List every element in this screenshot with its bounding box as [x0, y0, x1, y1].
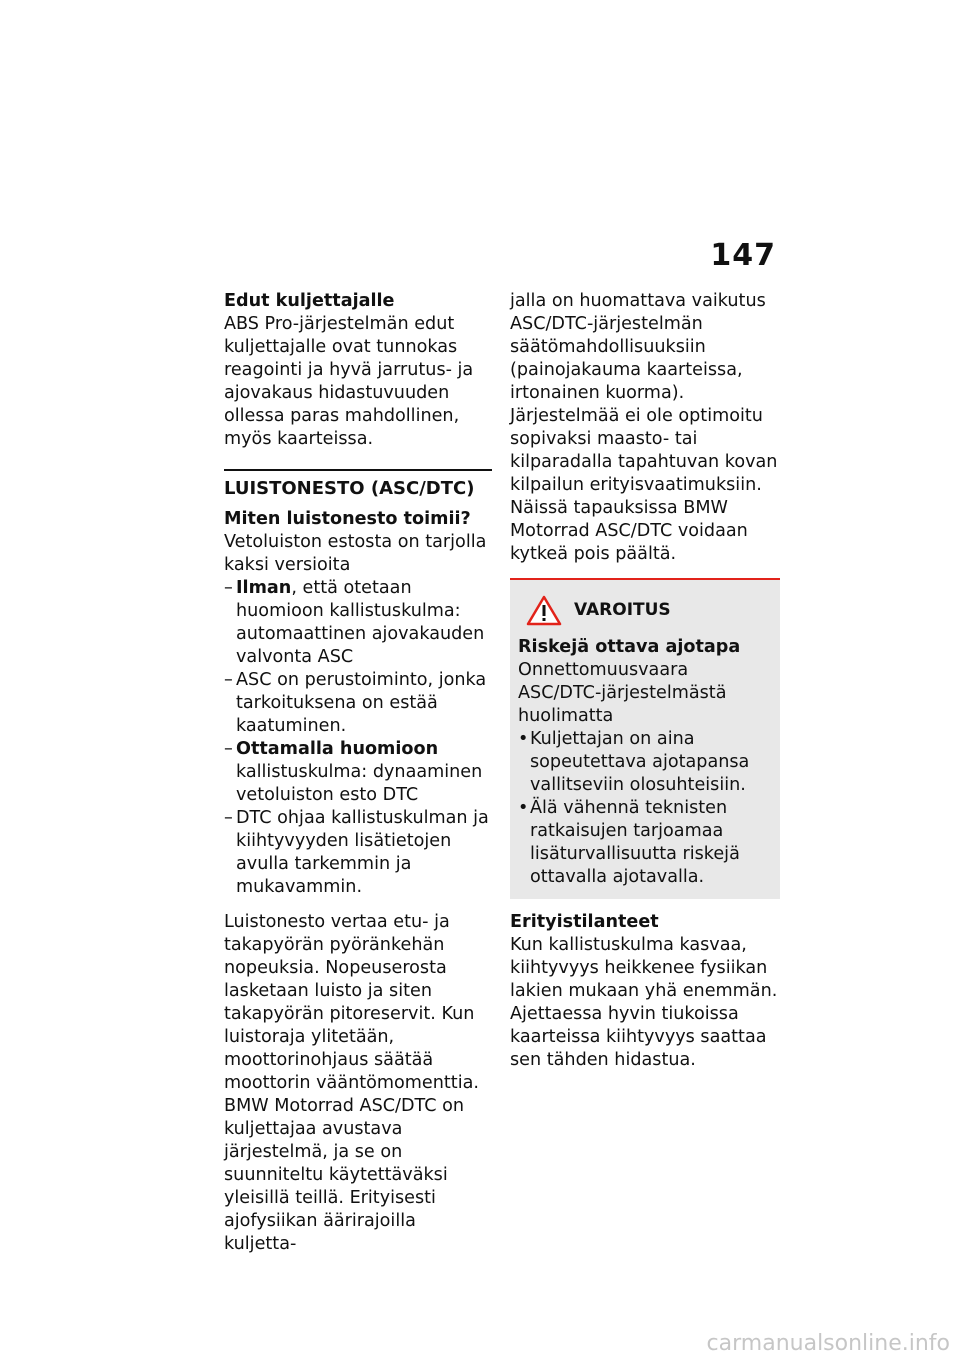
warning-text: Onnettomuusvaara ASC/DTC-järjestelmästä huolimatta [518, 660, 727, 726]
left-column [224, 290, 492, 1256]
intro-text: ABS Pro-järjestelmän edut kuljettajalle ovat tunnokas reagointi ja hyvä jarrutus- ja ajovakaus hidastuvuuden ollessa paras mahdollinen, myös kaarteissa. [224, 314, 474, 449]
list-item: • Kuljettajan on aina sopeutettava ajotapansa vallitseviin olosuhteisiin. [518, 728, 772, 797]
right-column [510, 290, 780, 1072]
list-item-bold: Ilman [236, 578, 292, 598]
list-item [224, 577, 492, 669]
special-text: Kun kallistuskulma kasvaa, kiihtyvyys heikkenee fysiikan lakien mukaan yhä enemmän. Ajettaessa hyvin tiukoissa kaarteissa kiihtyvyys saattaa sen tähden hidastua. [510, 935, 778, 1070]
special-heading: Erityistilanteet [510, 912, 659, 932]
version-list [224, 577, 492, 899]
intro-heading: Edut kuljettajalle [224, 291, 395, 311]
list-item-bold: Ottamalla huomioon [236, 739, 439, 759]
list-item: • Älä vähennä teknisten ratkaisujen tarjoamaa lisäturvallisuutta riskejä ottavalla ajotavalla. [518, 797, 772, 889]
warning-box [510, 578, 780, 899]
paragraph: Luistonesto vertaa etu- ja takapyörän pyöränkehän nopeuksia. Nopeuserosta lasketaan luisto ja siten takapyörän pitoreservit. Kun luistoraja ylitetään, moottorinohjaus säätää moottorin vääntömomenttia. [224, 912, 479, 1093]
warning-heading: Riskejä ottava ajotapa [518, 637, 741, 657]
warning-bullets [518, 728, 772, 889]
list-item-text: , että otetaan huomioon kallistuskulma: automaattinen ajovakauden valvonta ASC [236, 578, 485, 667]
footer-url: carmanualsonline.info [706, 1331, 950, 1356]
list-item [224, 669, 492, 738]
sub-intro: Vetoluiston estosta on tarjolla kaksi versioita [224, 532, 487, 575]
list-item [224, 738, 492, 807]
page-number: 147 [710, 238, 776, 273]
warning-triangle-icon [526, 594, 562, 626]
paragraph: jalla on huomattava vaikutus ASC/DTC-järjestelmän säätömahdollisuuksiin (painojakauma kaarteissa, irtonainen kuorma). Järjestelmää ei ole optimoitu sopivaksi maasto- tai kilparadalla tapahtuvan kovan kilpailun erityisvaatimuksiin. Näissä tapauksissa BMW Motorrad ASC/DTC voidaan kytkeä pois päältä. [510, 291, 778, 564]
list-item-text: ASC on perustoiminto, jonka tarkoituksena on estää kaatuminen. [236, 670, 487, 736]
warning-title: VAROITUS [574, 599, 671, 620]
list-item-text: kallistuskulma: dynaaminen vetoluiston esto DTC [236, 762, 483, 805]
warning-header [526, 594, 772, 626]
paragraph: BMW Motorrad ASC/DTC on kuljettajaa avustava järjestelmä, ja se on suunniteltu käytettäväksi yleisillä teillä. Erityisesti ajofysiikan äärirajoilla kuljetta- [224, 1096, 465, 1254]
list-item [224, 807, 492, 899]
section-title: LUISTONESTO (ASC/DTC) [224, 469, 492, 500]
list-item-text: DTC ohjaa kallistuskulman ja kiihtyvyyden lisätietojen avulla tarkemmin ja mukavammin. [236, 808, 489, 897]
sub-heading: Miten luistonesto toimii? [224, 509, 471, 529]
